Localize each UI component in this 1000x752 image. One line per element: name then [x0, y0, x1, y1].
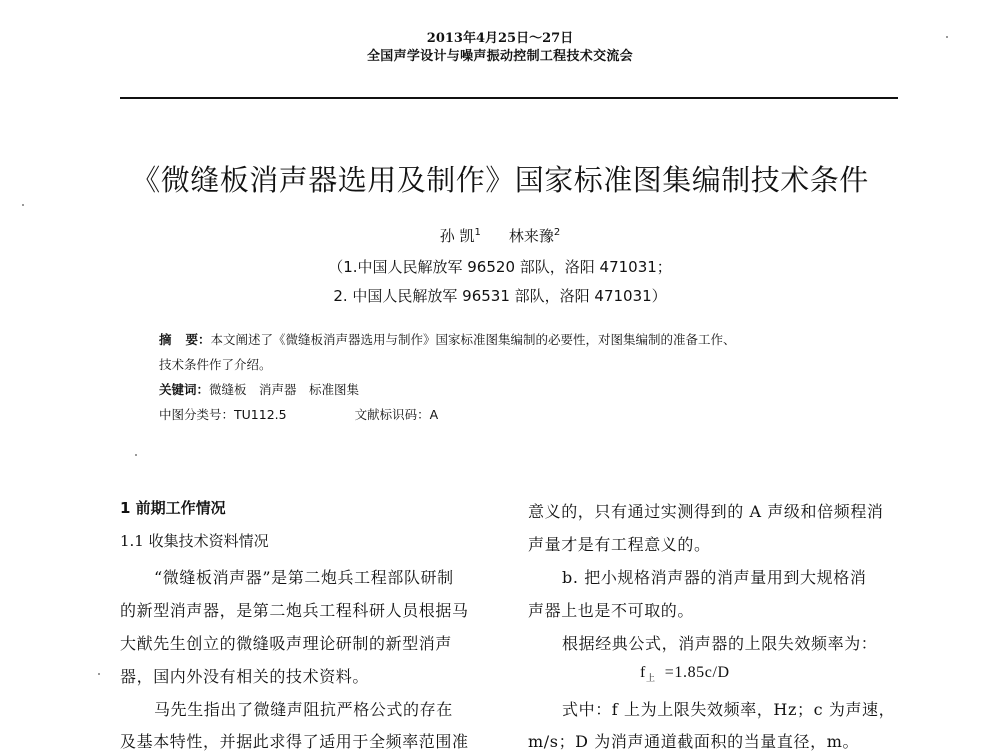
abstract-label: 摘 要：	[159, 332, 211, 347]
author-1: 孙 凯	[439, 227, 475, 245]
classification	[159, 405, 438, 423]
right-col-line-1: 意义的，只有通过实测得到的 A 声级和倍频程消	[528, 502, 884, 521]
doc-code-value: A	[429, 407, 439, 422]
paper-title: 《微缝板消声器选用及制作》国家标准图集编制技术条件	[131, 163, 869, 197]
left-col-line-4: 器，国内外没有相关的技术资料。	[120, 667, 370, 686]
left-col-line-2: 的新型消声器，是第二炮兵工程科研人员根据马	[120, 601, 469, 620]
left-col-line-6: 及基本特性，并据此求得了适用于全频率范围准	[120, 732, 469, 751]
right-col-line-3: b. 把小规格消声器的消声量用到大规格消	[562, 568, 867, 587]
left-col-line-1: “微缝板消声器”是第二炮兵工程部队研制	[154, 568, 454, 587]
formula-upper-limit-frequency: $f_上 =1.85c/D$	[640, 664, 730, 684]
authors	[0, 225, 1000, 246]
left-col-line-5: 马先生指出了微缝声阻抗严格公式的存在	[154, 700, 453, 719]
keywords	[159, 380, 359, 398]
section-heading-1: 1 前期工作情况	[120, 499, 226, 517]
abstract-line-1	[159, 330, 736, 348]
keywords-value: 微缝板 消声器 标准图集	[209, 382, 360, 397]
scan-speck	[135, 454, 137, 456]
author-2: 林来豫	[508, 227, 554, 245]
scan-speck	[22, 204, 24, 206]
conference-name: 全国声学设计与噪声振动控制工程技术交流会	[366, 49, 633, 64]
abstract-line-2: 技术条件作了介绍。	[159, 357, 272, 372]
doc-code-label: 文献标识码：	[354, 407, 430, 422]
left-col-line-3: 大猷先生创立的微缝吸声理论研制的新型消声	[120, 634, 453, 653]
right-col-line-8: m/s；D 为消声通道截面积的当量直径，m。	[528, 732, 860, 751]
header-rule	[120, 97, 898, 99]
author-2-affil-mark: 2	[553, 227, 561, 238]
right-col-line-4: 声器上也是不可取的。	[528, 601, 695, 620]
author-1-affil-mark: 1	[474, 227, 481, 238]
right-col-line-5: 根据经典公式，消声器的上限失效频率为：	[562, 634, 878, 653]
affiliation-1: （1.中国人民解放军 96520 部队，洛阳 471031；	[328, 258, 672, 276]
scan-speck	[98, 673, 100, 675]
subsection-heading-1-1: 1.1 收集技术资料情况	[120, 532, 269, 550]
keywords-label: 关键词：	[159, 382, 210, 397]
right-col-line-2: 声量才是有工程意义的。	[528, 535, 711, 554]
conference-date: 2013年4月25日～27日	[426, 31, 574, 46]
clc-label: 中图分类号：	[159, 407, 235, 422]
clc-value: TU112.5	[234, 407, 287, 422]
right-col-line-7: 式中：f 上为上限失效频率，Hz；c 为声速，	[562, 700, 896, 719]
affiliation-2: 2. 中国人民解放军 96531 部队，洛阳 471031）	[333, 287, 667, 305]
scan-speck	[946, 36, 948, 38]
abstract-text: 本文阐述了《微缝板消声器选用与制作》国家标准图集编制的必要性，对图集编制的准备工作、	[210, 332, 736, 347]
